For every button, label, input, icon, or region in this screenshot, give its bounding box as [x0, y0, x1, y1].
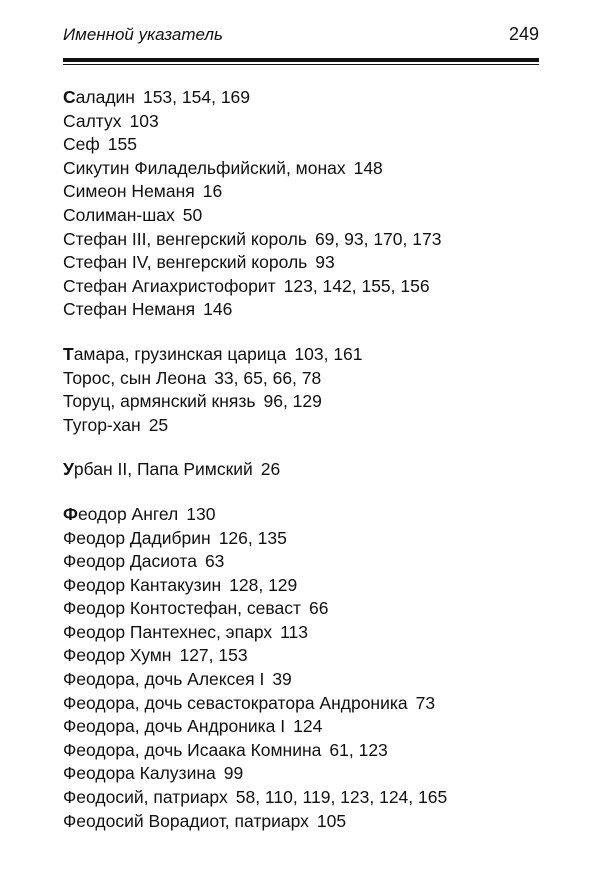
- entry-name-text: Торос, сын Леона: [63, 367, 207, 388]
- entry-initial-letter: С: [63, 87, 76, 107]
- index-entry: [63, 367, 539, 391]
- entry-name: [63, 528, 211, 548]
- entry-name-text: Феодор Контостефан, севаст: [63, 598, 301, 619]
- index-entry: [63, 574, 539, 598]
- entry-name-text: Феодора, дочь севастократора Андроника: [63, 692, 408, 713]
- index-letter-group: [63, 343, 539, 437]
- index-entry: [63, 251, 539, 275]
- index-entry: [63, 458, 539, 482]
- header-rule-thin: [63, 64, 539, 65]
- entry-name-text: Феодосий Ворадиот, патриарх: [63, 810, 309, 831]
- entry-name: [63, 415, 141, 435]
- index-entry: [63, 503, 539, 527]
- entry-name-text: аладин: [75, 87, 135, 107]
- index-entry: [63, 739, 539, 763]
- entry-pages: 26: [260, 459, 281, 480]
- entry-pages: 73: [415, 692, 436, 713]
- entry-name-text: Сеф: [63, 134, 100, 155]
- entry-pages: 103, 161: [294, 343, 363, 364]
- entry-name-text: Феодосий, патриарх: [63, 787, 228, 808]
- entry-pages: 148: [353, 157, 383, 178]
- index-entries: [63, 86, 539, 854]
- entry-name-text: Солиман-шах: [63, 204, 175, 225]
- entry-name: [63, 787, 228, 807]
- entry-name-text: Феодора Калузина: [63, 763, 216, 784]
- entry-name-text: рбан II, Папа Римский: [73, 459, 253, 480]
- index-entry: [63, 597, 539, 621]
- entry-pages: 146: [203, 299, 233, 320]
- entry-name-text: Феодор Дасиота: [63, 551, 197, 572]
- entry-name-text: Стефан III, венгерский король: [63, 228, 307, 249]
- entry-name: [63, 459, 253, 479]
- entry-pages: 39: [272, 669, 292, 690]
- entry-name: [63, 391, 255, 411]
- page-header: [63, 24, 539, 52]
- entry-name: [63, 645, 171, 665]
- entry-name: [63, 276, 276, 296]
- page-number: 249: [508, 24, 539, 44]
- entry-pages: 25: [148, 414, 169, 435]
- index-letter-group: [63, 503, 539, 833]
- entry-name: [63, 669, 264, 689]
- entry-name-text: Феодор Пантехнес, эпарх: [63, 621, 273, 642]
- index-entry: [63, 157, 539, 181]
- entry-name: [63, 551, 197, 571]
- index-entry: [63, 390, 539, 414]
- entry-name-text: Стефан IV, венгерский король: [63, 252, 308, 273]
- entry-name: [63, 344, 286, 364]
- entry-pages: 33, 65, 66, 78: [214, 367, 322, 388]
- entry-name-text: Стефан Агиахристофорит: [63, 275, 276, 296]
- entry-name: [63, 368, 206, 388]
- header-rule-thick: [63, 58, 539, 62]
- entry-initial-letter: Ф: [63, 503, 78, 524]
- entry-pages: 105: [316, 810, 347, 831]
- entry-name: [63, 87, 135, 107]
- index-entry: [63, 786, 539, 810]
- entry-pages: 155: [107, 134, 137, 155]
- index-entry: [63, 668, 539, 692]
- index-entry: [63, 692, 539, 716]
- index-entry: [63, 228, 539, 252]
- entry-name-text: Симеон Неманя: [63, 181, 195, 202]
- entry-pages: 63: [204, 551, 225, 572]
- entry-name: [63, 811, 309, 831]
- entry-name-text: Феодора, дочь Андроника I: [63, 716, 286, 737]
- entry-name-text: еодор Ангел: [77, 503, 179, 524]
- index-entry: [63, 810, 539, 834]
- entry-name-text: Тугор-хан: [63, 414, 141, 435]
- index-entry: [63, 621, 539, 645]
- entry-pages: 130: [186, 503, 216, 524]
- entry-pages: 127, 153: [179, 645, 248, 666]
- index-entry: [63, 180, 539, 204]
- entry-name: [63, 299, 195, 319]
- index-entry: [63, 644, 539, 668]
- entry-name: [63, 622, 272, 642]
- entry-pages: 69, 93, 170, 173: [314, 228, 442, 249]
- entry-name: [63, 158, 346, 178]
- entry-name-text: Феодор Дадибрин: [63, 527, 211, 548]
- entry-pages: 126, 135: [218, 527, 287, 548]
- index-entry: [63, 527, 539, 551]
- entry-name-text: Феодор Кантакузин: [63, 574, 222, 595]
- entry-pages: 99: [223, 763, 244, 784]
- entry-name: [63, 598, 301, 618]
- index-entry: [63, 204, 539, 228]
- entry-pages: 128, 129: [229, 574, 298, 595]
- entry-pages: 66: [308, 598, 329, 619]
- index-entry: [63, 298, 539, 322]
- entry-name-text: Феодор Хумн: [63, 645, 172, 666]
- entry-name: [63, 716, 285, 736]
- entry-pages: 61, 123: [329, 739, 388, 760]
- entry-name: [63, 181, 195, 201]
- entry-pages: 123, 142, 155, 156: [283, 275, 430, 296]
- index-entry: [63, 343, 539, 367]
- entry-name-text: Феодора, дочь Алексея I: [63, 669, 265, 690]
- entry-name: [63, 252, 307, 272]
- entry-name: [63, 504, 178, 524]
- index-entry: [63, 133, 539, 157]
- running-title: Именной указатель: [63, 25, 223, 44]
- entry-name-text: Феодора, дочь Исаака Комнина: [63, 739, 322, 760]
- entry-pages: 93: [315, 252, 335, 273]
- entry-name: [63, 763, 216, 783]
- entry-pages: 58, 110, 119, 123, 124, 165: [235, 787, 448, 808]
- entry-name-text: амара, грузинская царица: [73, 343, 287, 364]
- index-entry: [63, 110, 539, 134]
- entry-pages: 153, 154, 169: [142, 87, 251, 107]
- entry-pages: 124: [293, 716, 323, 737]
- index-entry: [63, 715, 539, 739]
- entry-name-text: Стефан Неманя: [63, 299, 196, 320]
- entry-initial-letter: У: [63, 459, 74, 480]
- entry-name: [63, 740, 321, 760]
- entry-name-text: Салтух: [63, 110, 122, 131]
- entry-name-text: Сикутин Филадельфийский, монах: [63, 157, 346, 178]
- entry-pages: 113: [280, 621, 309, 642]
- entry-pages: 50: [182, 204, 203, 225]
- entry-pages: 96, 129: [263, 391, 322, 412]
- entry-name: [63, 693, 408, 713]
- index-letter-group: [63, 86, 539, 322]
- index-entry: [63, 762, 539, 786]
- index-entry: [63, 550, 539, 574]
- index-entry: [63, 414, 539, 438]
- index-letter-group: [63, 458, 539, 482]
- entry-name: [63, 575, 221, 595]
- entry-name: [63, 229, 307, 249]
- entry-name: [63, 205, 175, 225]
- index-entry: [63, 86, 539, 110]
- entry-name-text: Торуц, армянский князь: [63, 391, 256, 412]
- index-entry: [63, 275, 539, 299]
- entry-pages: 103: [129, 110, 159, 131]
- entry-pages: 16: [202, 181, 223, 202]
- entry-name: [63, 111, 122, 131]
- entry-name: [63, 134, 100, 154]
- entry-initial-letter: Т: [63, 343, 74, 364]
